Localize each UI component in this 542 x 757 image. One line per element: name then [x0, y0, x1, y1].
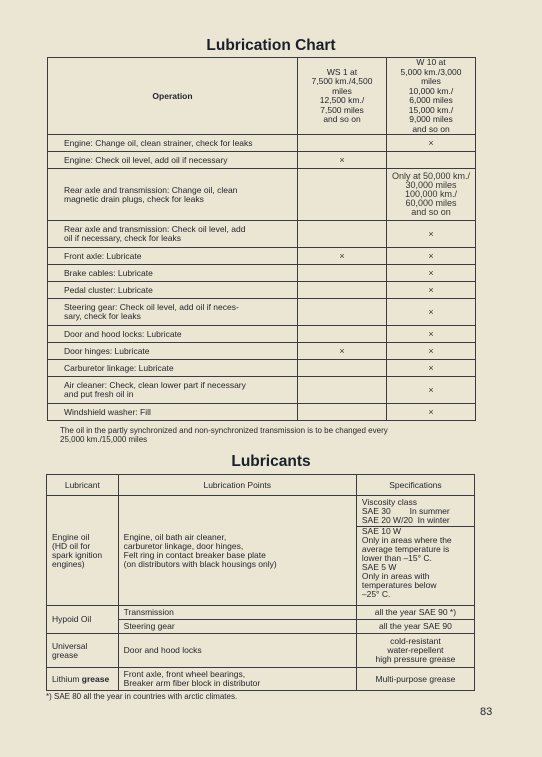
- operation-cell: Steering gear: Check oil level, add oil if neces- sary, check for leaks: [48, 299, 298, 326]
- lithium-grease-spec: Multi-purpose grease: [356, 668, 474, 691]
- chart-row: [48, 299, 476, 326]
- w10-cell: ×: [387, 343, 476, 360]
- chart-title: Lubrication Chart: [206, 37, 336, 54]
- w10-header: W 10 at 5,000 km./3,000 miles 10,000 km./ 6,000 miles 15,000 km./ 9,000 miles and so on: [387, 58, 476, 135]
- hypoid-oil-lubricant: Hypoid Oil: [47, 606, 119, 634]
- lithium-grease-label: grease: [81, 673, 110, 684]
- lithium-grease-points: Front axle, front wheel bearings, Breaker arm fiber block in distributor: [118, 668, 356, 691]
- chart-row: [48, 377, 476, 404]
- ws1-cell: [298, 282, 387, 299]
- lubrication-points-header: Lubrication Points: [118, 475, 356, 496]
- chart-row: [48, 343, 476, 360]
- chart-row: [48, 221, 476, 248]
- chart-row: [48, 265, 476, 282]
- page-number: 83: [480, 706, 493, 718]
- ws1-cell: [298, 265, 387, 282]
- w10-cell: ×: [387, 135, 476, 152]
- chart-row: [48, 282, 476, 299]
- operation-cell: Door hinges: Lubricate: [48, 343, 298, 360]
- engine-oil-spec-viscosity: Viscosity class SAE 30 In summer SAE 20 W/20 In winter: [361, 497, 450, 525]
- operation-cell: Rear axle and transmission: Check oil level, add oil if necessary, check for leaks: [48, 221, 298, 248]
- w10-cell: ×: [387, 377, 476, 404]
- lithium-label: Lithium: [52, 673, 82, 684]
- ws1-cell: [298, 404, 387, 421]
- chart-row: [48, 152, 476, 169]
- universal-grease-lubricant: Universal grease: [47, 634, 119, 668]
- operation-cell: Front axle: Lubricate: [48, 248, 298, 265]
- operation-cell: Pedal cluster: Lubricate: [48, 282, 298, 299]
- operation-cell: Carburetor linkage: Lubricate: [48, 360, 298, 377]
- w10-cell: ×: [387, 326, 476, 343]
- ws1-cell: [298, 326, 387, 343]
- specifications-header: Specifications: [356, 475, 474, 496]
- lubrication-chart-table: [47, 57, 476, 421]
- w10-cell: ×: [387, 282, 476, 299]
- ws1-header: WS 1 at 7,500 km./4,500 miles 12,500 km./ 7,500 miles and so on: [298, 58, 387, 135]
- lubricants-title: Lubricants: [231, 453, 311, 470]
- ws1-cell: [298, 299, 387, 326]
- w10-cell: Only at 50,000 km./ 30,000 miles 100,000 km./ 60,000 miles and so on: [387, 169, 476, 221]
- ws1-cell: ×: [298, 152, 387, 169]
- ws1-cell: ×: [298, 343, 387, 360]
- chart-note: The oil in the partly synchronized and non-synchronized transmission is to be changed every 25,000 km./15,000 miles: [60, 426, 388, 444]
- lubricant-header: Lubricant: [47, 475, 119, 496]
- hypoid-transmission-spec: all the year SAE 90 *): [356, 606, 474, 620]
- engine-oil-specs: [356, 496, 474, 606]
- operation-cell: Rear axle and transmission: Change oil, clean magnetic drain plugs, check for leaks: [48, 169, 298, 221]
- engine-oil-lubricant: Engine oil (HD oil for spark ignition engines): [47, 496, 119, 606]
- ws1-cell: [298, 377, 387, 404]
- operation-cell: Windshield washer: Fill: [48, 404, 298, 421]
- ws1-cell: ×: [298, 248, 387, 265]
- universal-grease-spec: cold-resistant water-repellent high pressure grease: [356, 634, 474, 668]
- operation-header: Operation: [48, 58, 298, 135]
- hypoid-steering: Steering gear: [118, 620, 356, 634]
- operation-cell: Door and hood locks: Lubricate: [48, 326, 298, 343]
- w10-cell: ×: [387, 299, 476, 326]
- chart-row: [48, 169, 476, 221]
- w10-cell: ×: [387, 404, 476, 421]
- lithium-grease-lubricant: [47, 668, 119, 691]
- hypoid-steering-spec: all the year SAE 90: [356, 620, 474, 634]
- operation-cell: Engine: Check oil level, add oil if necessary: [48, 152, 298, 169]
- chart-row: [48, 248, 476, 265]
- ws1-cell: [298, 221, 387, 248]
- operation-cell: Brake cables: Lubricate: [48, 265, 298, 282]
- universal-grease-points: Door and hood locks: [118, 634, 356, 668]
- engine-oil-spec-cold: SAE 10 W Only in areas where the average temperature is lower than –15° C. SAE 5 W Only in areas with temperatures below –25° C.: [357, 526, 474, 599]
- w10-cell: ×: [387, 248, 476, 265]
- w10-cell: ×: [387, 265, 476, 282]
- chart-row: [48, 135, 476, 152]
- chart-row: [48, 404, 476, 421]
- engine-oil-points: Engine, oil bath air cleaner, carburetor linkage, door hinges, Felt ring in contact breaker base plate (on distributors with black housings only): [118, 496, 356, 606]
- lubricants-table: [46, 474, 475, 691]
- ws1-cell: [298, 360, 387, 377]
- w10-cell: ×: [387, 221, 476, 248]
- hypoid-transmission: Transmission: [118, 606, 356, 620]
- chart-row: [48, 326, 476, 343]
- ws1-cell: [298, 169, 387, 221]
- ws1-cell: [298, 135, 387, 152]
- w10-cell: [387, 152, 476, 169]
- w10-cell: ×: [387, 360, 476, 377]
- chart-row: [48, 360, 476, 377]
- footnote: *) SAE 80 all the year in countries with arctic climates.: [46, 692, 238, 701]
- operation-cell: Air cleaner: Check, clean lower part if necessary and put fresh oil in: [48, 377, 298, 404]
- operation-cell: Engine: Change oil, clean strainer, check for leaks: [48, 135, 298, 152]
